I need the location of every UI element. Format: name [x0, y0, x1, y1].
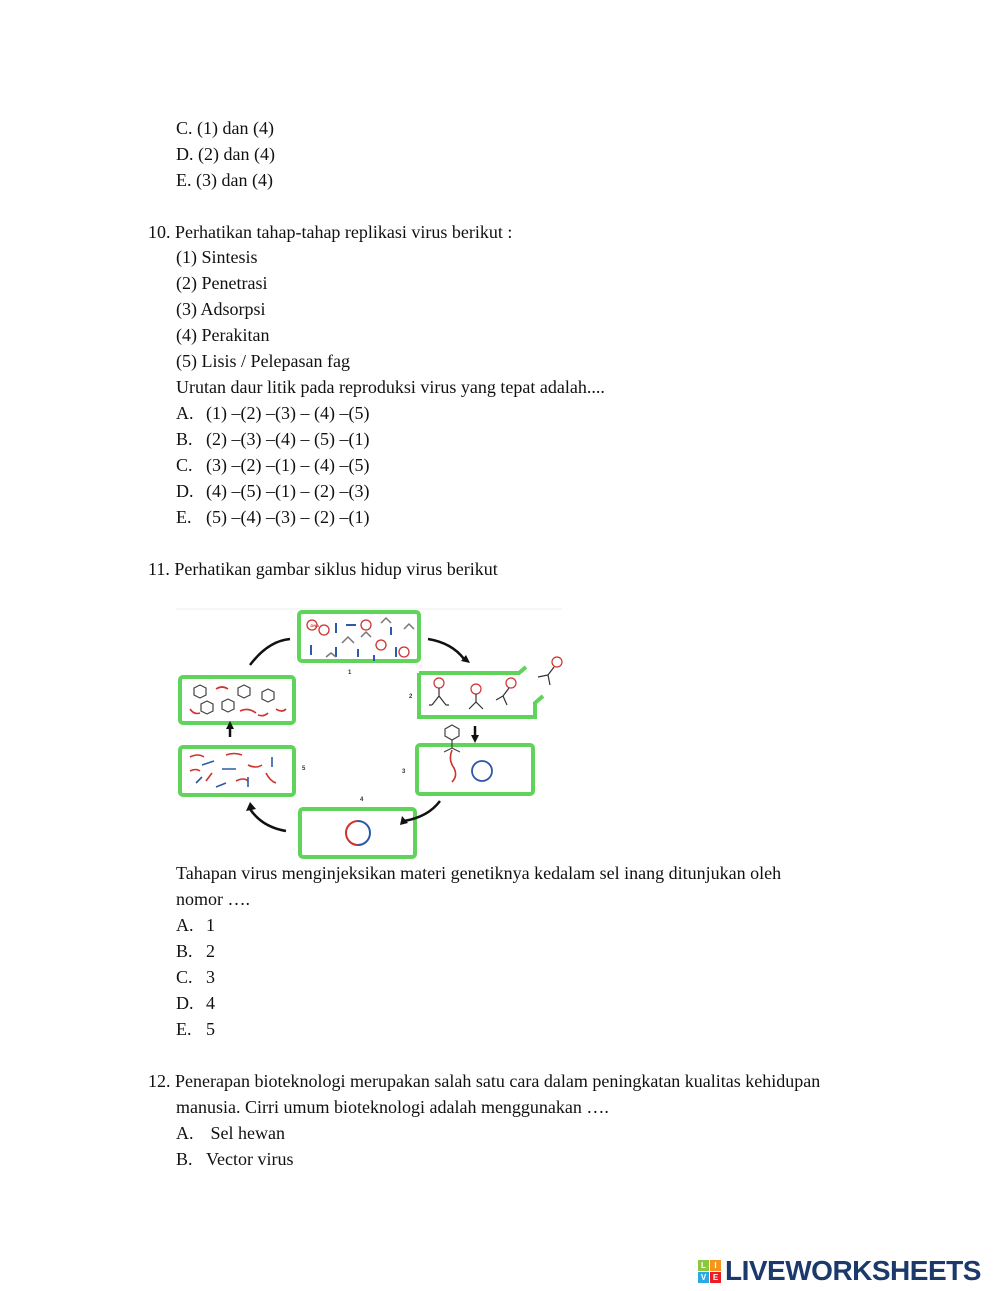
- label-5: 5: [302, 766, 306, 772]
- q10-option-a[interactable]: A. (1) –(2) –(3) – (4) –(5): [176, 403, 370, 423]
- q12-stem-line2: manusia. Cirri umum bioteknologi adalah menggunakan ….: [176, 1097, 609, 1117]
- virus-life-cycle-diagram: [176, 605, 566, 860]
- q11-stem: 11. Perhatikan gambar siklus hidup virus berikut: [148, 559, 498, 579]
- stage-1-box: [299, 612, 419, 661]
- stage-6-box: [180, 677, 294, 723]
- logo-text: LIVEWORKSHEETS: [725, 1255, 981, 1286]
- q11-option-e[interactable]: E. 5: [176, 1019, 215, 1039]
- q10-item-4: (4) Perakitan: [176, 325, 270, 345]
- q10-option-c[interactable]: C. (3) –(2) –(1) – (4) –(5): [176, 455, 370, 475]
- q12-option-b[interactable]: B. Vector virus: [176, 1149, 294, 1169]
- q10-item-5: (5) Lisis / Pelepasan fag: [176, 351, 350, 371]
- phage-dna-label: DNA: [310, 623, 320, 628]
- q9-option-c: C. (1) dan (4): [176, 118, 274, 138]
- q10-item-1: (1) Sintesis: [176, 247, 258, 267]
- q10-item-2: (2) Penetrasi: [176, 273, 268, 293]
- label-2: 2: [409, 694, 413, 700]
- stage-5-box: [180, 747, 294, 795]
- liveworksheets-logo: [698, 1256, 981, 1286]
- label-3: 3: [402, 769, 406, 775]
- label-1: 1: [348, 670, 352, 676]
- stage-4-box: [300, 809, 415, 857]
- q9-option-e: E. (3) dan (4): [176, 170, 273, 190]
- q10-option-d[interactable]: D. (4) –(5) –(1) – (2) –(3): [176, 481, 370, 501]
- q9-option-d: D. (2) dan (4): [176, 144, 275, 164]
- q11-option-c[interactable]: C. 3: [176, 967, 215, 987]
- q10-question: Urutan daur litik pada reproduksi virus yang tepat adalah....: [176, 377, 605, 397]
- q10-option-b[interactable]: B. (2) –(3) –(4) – (5) –(1): [176, 429, 370, 449]
- q10-stem: 10. Perhatikan tahap-tahap replikasi virus berikut :: [148, 222, 513, 242]
- q11-question-line1: Tahapan virus menginjeksikan materi genetiknya kedalam sel inang ditunjukan oleh: [176, 863, 782, 883]
- logo-squares-icon: L I V E: [698, 1260, 721, 1283]
- stage-2-box: [419, 657, 562, 717]
- q11-option-a[interactable]: A. 1: [176, 915, 215, 935]
- q12-option-a[interactable]: A. Sel hewan: [176, 1123, 285, 1143]
- q11-option-d[interactable]: D. 4: [176, 993, 215, 1013]
- q11-option-b[interactable]: B. 2: [176, 941, 215, 961]
- q10-item-3: (3) Adsorpsi: [176, 299, 266, 319]
- q10-option-e[interactable]: E. (5) –(4) –(3) – (2) –(1): [176, 507, 370, 527]
- q12-stem-line1: 12. Penerapan bioteknologi merupakan salah satu cara dalam peningkatan kualitas kehidupan: [148, 1071, 821, 1091]
- q11-question-line2: nomor ….: [176, 889, 250, 909]
- label-4: 4: [360, 797, 364, 803]
